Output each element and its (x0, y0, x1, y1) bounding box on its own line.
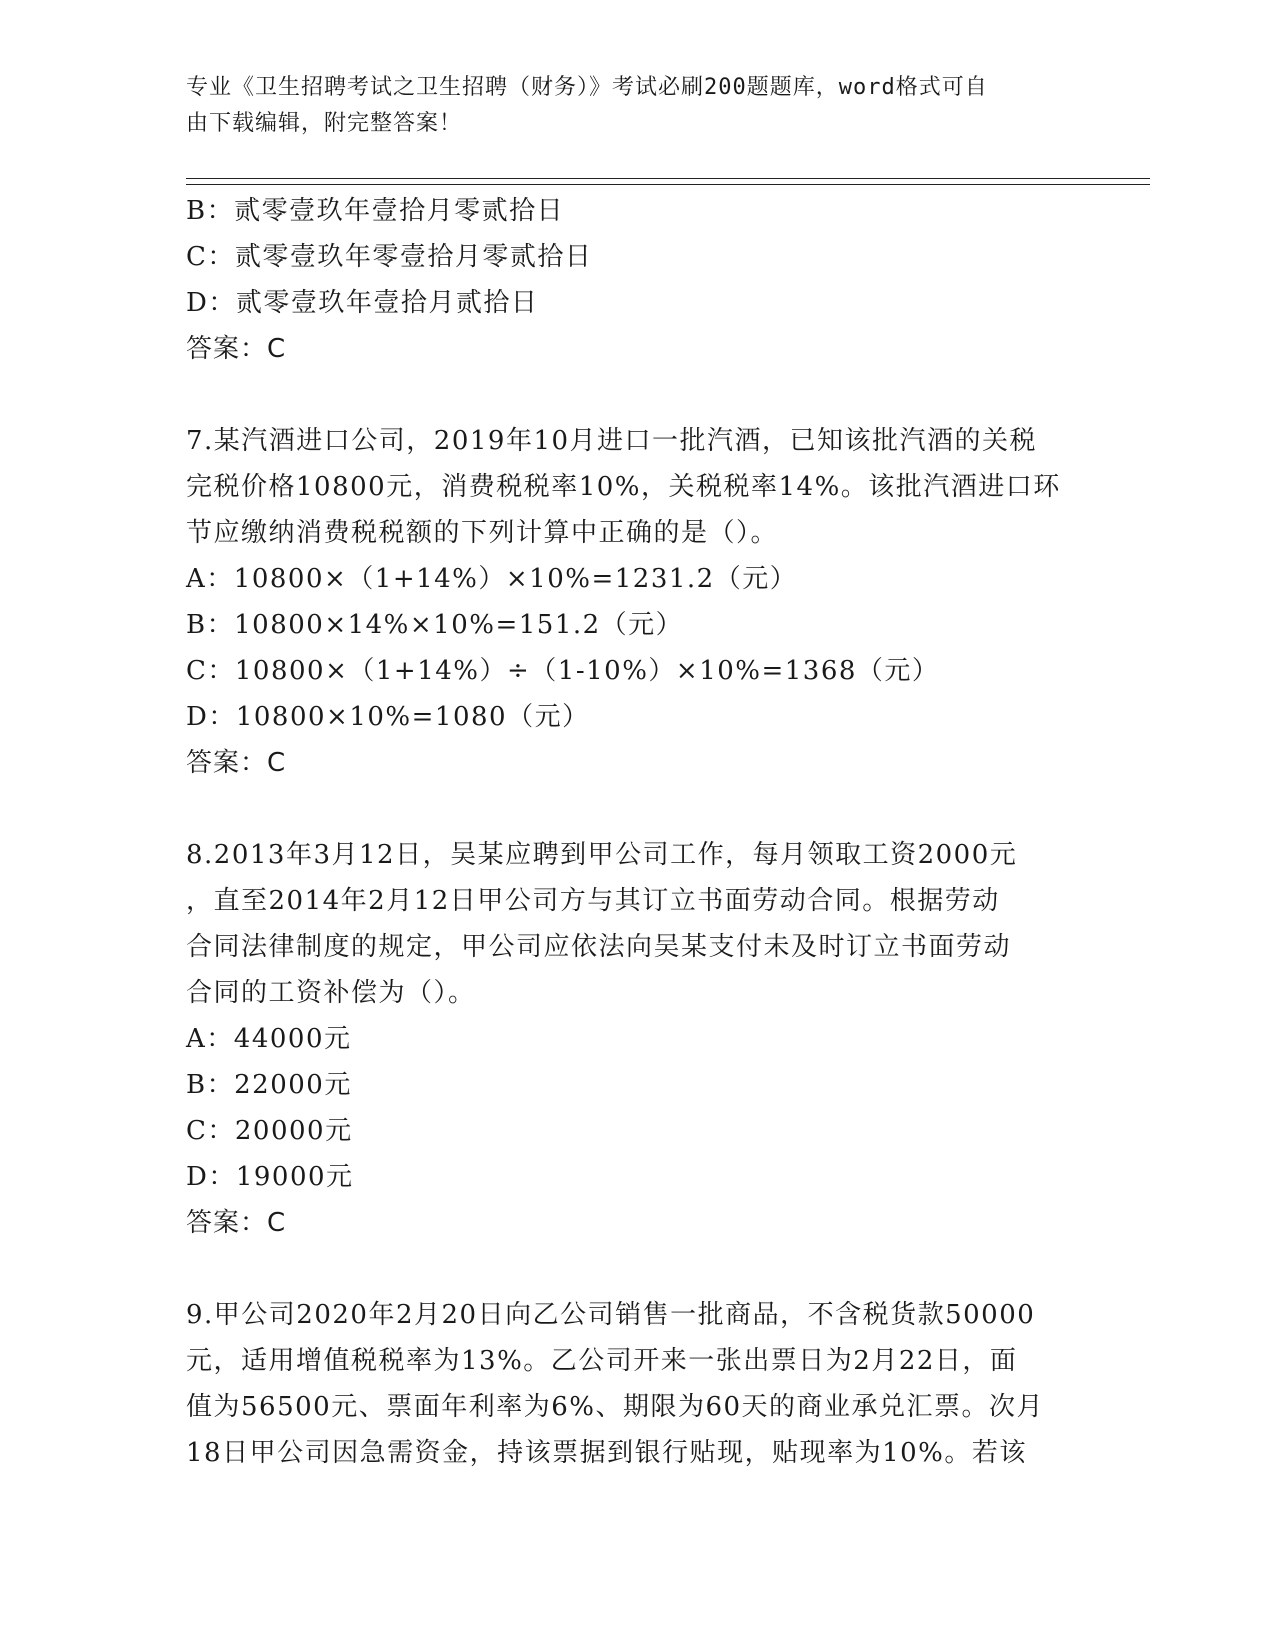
header-rule-bottom (186, 184, 1150, 185)
q6-option-b: B：贰零壹玖年壹拾月零贰拾日 (186, 196, 565, 226)
q7-option-d: D：10800×10%=1080（元） (186, 702, 590, 732)
q8-stem-line-4: 合同的工资补偿为（）。 (186, 978, 476, 1008)
q8-stem-line-2: ，直至2014年2月12日甲公司方与其订立书面劳动合同。根据劳动 (186, 886, 1000, 916)
q9-stem-line-2: 元，适用增值税税率为13%。乙公司开来一张出票日为2月22日，面 (186, 1346, 1018, 1376)
q9-stem-line-4: 18日甲公司因急需资金，持该票据到银行贴现，贴现率为10%。若该 (186, 1438, 1027, 1468)
spacer (186, 786, 1086, 832)
header-rule-top (186, 178, 1150, 179)
q6-answer: 答案：C (186, 334, 287, 364)
q8-stem-line-1: 8.2013年3月12日，吴某应聘到甲公司工作，每月领取工资2000元 (186, 840, 1018, 870)
q6-option-d: D：贰零壹玖年壹拾月贰拾日 (186, 288, 539, 318)
q8-option-a: A：44000元 (186, 1024, 352, 1054)
q8-stem-line-3: 合同法律制度的规定，甲公司应依法向吴某支付未及时订立书面劳动 (186, 932, 1012, 962)
header-line-2: 由下载编辑，附完整答案！ (186, 111, 463, 136)
q7-option-a: A：10800×（1+14%）×10%=1231.2（元） (186, 564, 798, 594)
q8-option-d: D：19000元 (186, 1162, 354, 1192)
q6-option-c: C：贰零壹玖年零壹拾月零贰拾日 (186, 242, 593, 272)
q8-option-b: B：22000元 (186, 1070, 352, 1100)
q8-answer: 答案：C (186, 1208, 287, 1238)
q9-stem-line-3: 值为56500元、票面年利率为6%、期限为60天的商业承兑汇票。次月 (186, 1392, 1045, 1422)
q7-stem-line-2: 完税价格10800元，消费税税率10%，关税税率14%。该批汽酒进口环 (186, 472, 1061, 502)
q7-stem-line-3: 节应缴纳消费税税额的下列计算中正确的是（）。 (186, 518, 779, 548)
question-9 (186, 1292, 1086, 1476)
header-line-1: 专业《卫生招聘考试之卫生招聘（财务）》考试必刷200题题库，word格式可自 (186, 75, 988, 100)
document-body (186, 188, 1086, 1476)
q7-answer: 答案：C (186, 748, 287, 778)
question-6 (186, 188, 1086, 372)
q7-stem-line-1: 7.某汽酒进口公司，2019年10月进口一批汽酒，已知该批汽酒的关税 (186, 426, 1038, 456)
question-7 (186, 418, 1086, 786)
spacer (186, 1246, 1086, 1292)
document-header (186, 70, 1066, 142)
q8-option-c: C：20000元 (186, 1116, 353, 1146)
spacer (186, 372, 1086, 418)
q7-option-c: C：10800×（1+14%）÷（1-10%）×10%=1368（元） (186, 656, 940, 686)
q9-stem-line-1: 9.甲公司2020年2月20日向乙公司销售一批商品，不含税货款50000 (186, 1300, 1036, 1330)
question-8 (186, 832, 1086, 1246)
q7-option-b: B：10800×14%×10%=151.2（元） (186, 610, 684, 640)
